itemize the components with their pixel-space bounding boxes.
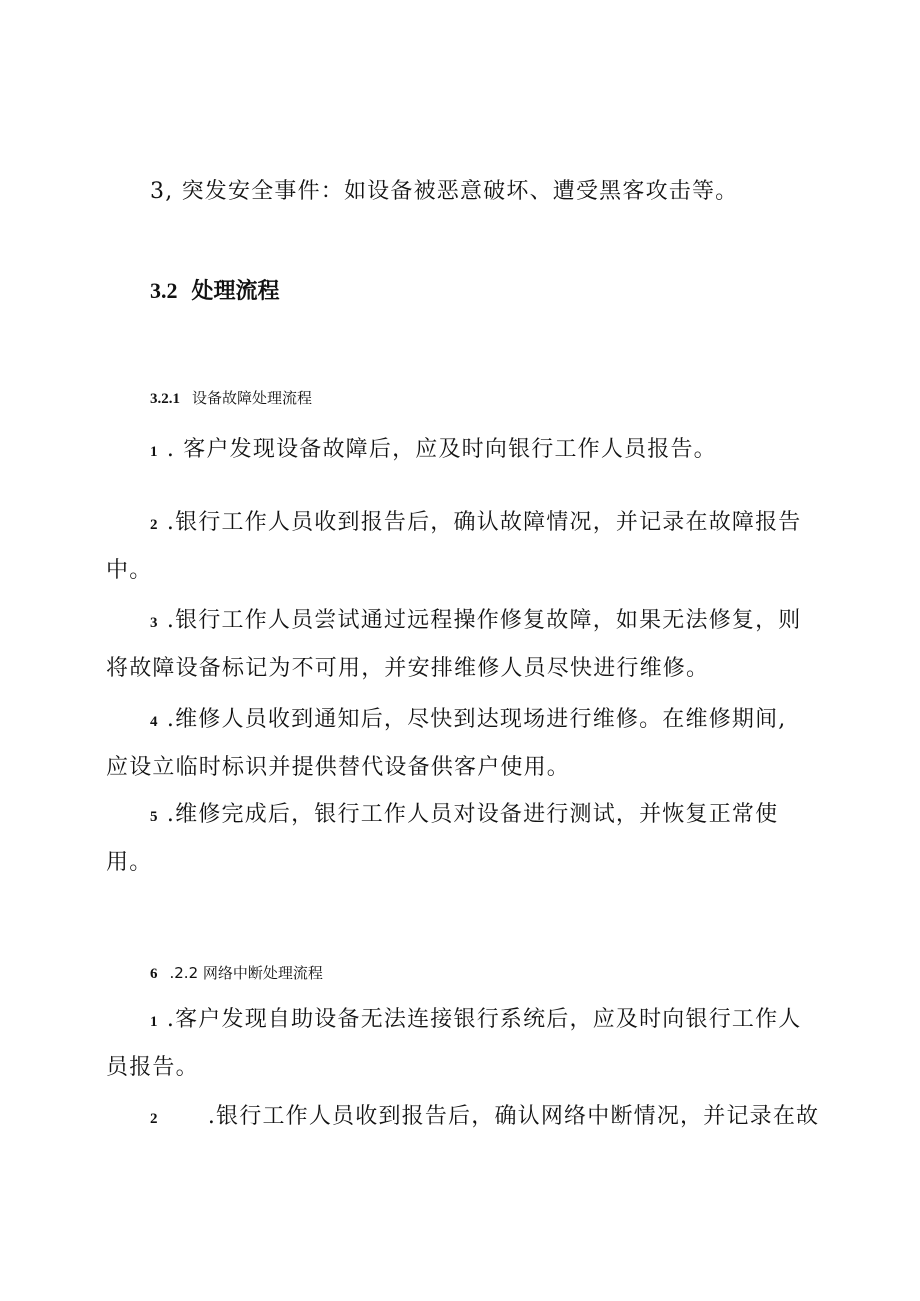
list-item-continuation <box>106 1054 199 1082</box>
item-number: 3 <box>150 615 159 631</box>
list-item <box>150 509 802 539</box>
item-text: .维修人员收到通知后，尽快到达现场进行维修。在维修期间, <box>158 707 787 732</box>
subsection-number-1: 3.2.1 <box>150 391 180 407</box>
item-text: 员报告。 <box>106 1055 199 1080</box>
item-number: 4 <box>150 714 159 730</box>
subsection-heading-2 <box>150 962 323 985</box>
item-text: 中。 <box>106 558 153 583</box>
item-text: .银行工作人员收到报告后，确认网络中断情况，并记录在故 <box>158 1104 820 1129</box>
list-item <box>150 801 778 831</box>
item-number: 1 <box>150 1014 159 1030</box>
list-item <box>150 706 787 736</box>
subsection-heading-1 <box>150 387 312 410</box>
item-text: .银行工作人员收到报告后，确认故障情况，并记录在故障报告 <box>158 510 802 535</box>
section-heading <box>150 277 280 305</box>
item-text: .维修完成后，银行工作人员对设备进行测试，并恢复正常使 <box>158 802 779 827</box>
section-title: 处理流程 <box>191 278 280 304</box>
subsection-title-1: 设备故障处理流程 <box>192 389 313 407</box>
list-item-continuation <box>106 754 570 782</box>
list-item-continuation <box>106 655 709 683</box>
item-number: 5 <box>150 809 159 825</box>
item-text: .客户发现自助设备无法连接银行系统后，应及时向银行工作人 <box>158 1007 802 1032</box>
item-text: 应设立临时标识并提供替代设备供客户使用。 <box>106 755 571 780</box>
list-item <box>150 1103 819 1133</box>
item-text: .银行工作人员尝试通过远程操作修复故障，如果无法修复，则 <box>158 608 802 633</box>
item-text: . 客户发现设备故障后，应及时向银行工作人员报告。 <box>158 437 717 462</box>
list-item <box>150 1006 802 1036</box>
section-number: 3.2 <box>150 278 178 303</box>
item-text: 用。 <box>106 850 153 875</box>
list-item <box>150 607 802 637</box>
item-number: 2 <box>150 1111 159 1127</box>
list-item-continuation <box>106 557 152 585</box>
subsection-number-2: 6 <box>150 966 158 982</box>
list-item-continuation <box>106 849 152 877</box>
intro-item <box>150 178 738 206</box>
item-number: 2 <box>150 517 159 533</box>
item-number: 1 <box>150 444 159 460</box>
item-text: 将故障设备标记为不可用，并安排维修人员尽快进行维修。 <box>106 656 710 681</box>
list-item <box>150 436 717 466</box>
subsection-title-2: .2.2 网络中断处理流程 <box>169 964 323 982</box>
intro-item-text: 3, 突发安全事件：如设备被恶意破坏、遭受黑客攻击等。 <box>150 179 739 204</box>
